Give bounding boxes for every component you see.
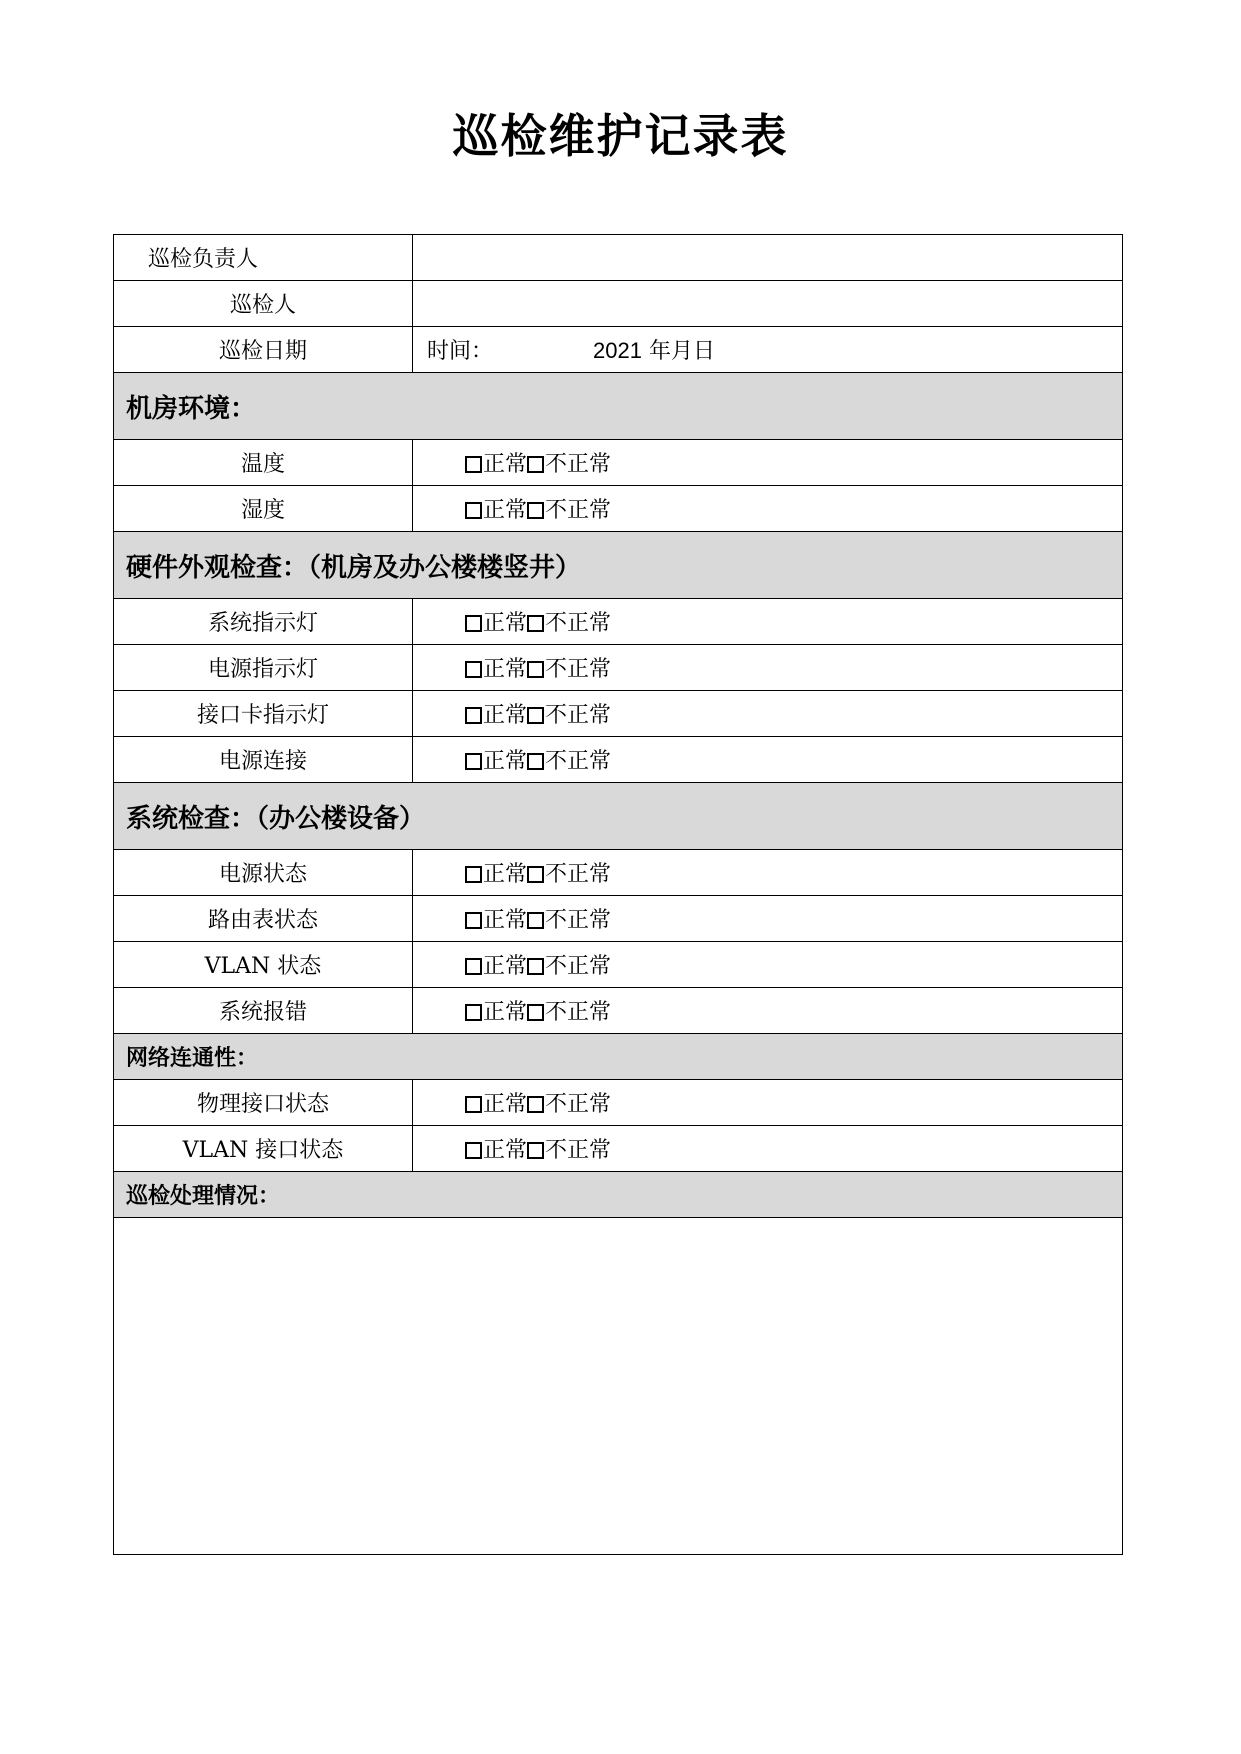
normal-checkbox[interactable]	[465, 866, 482, 883]
date-value	[593, 339, 715, 364]
check-item-label: 湿度	[114, 486, 413, 532]
handling-remarks-row	[114, 1218, 1123, 1555]
check-item-label: 路由表状态	[114, 896, 413, 942]
section-title: 巡检处理情况：	[114, 1172, 1123, 1218]
ymd-text: 年月日	[648, 339, 715, 364]
inspector-field[interactable]	[413, 281, 1123, 327]
check-item-label: VLAN 状态	[114, 942, 413, 988]
check-options	[413, 737, 1123, 783]
section-network-connectivity	[114, 1034, 1123, 1080]
abnormal-option-label: 不正常	[545, 954, 612, 979]
responsible-row	[114, 235, 1123, 281]
normal-option-label: 正常	[483, 908, 528, 933]
responsible-label: 巡检负责人	[114, 235, 413, 281]
abnormal-option-label: 不正常	[545, 908, 612, 933]
check-row	[114, 486, 1123, 532]
abnormal-option-label: 不正常	[545, 657, 612, 682]
normal-checkbox[interactable]	[465, 1096, 482, 1113]
check-item-label: 电源连接	[114, 737, 413, 783]
normal-option-label: 正常	[483, 1138, 528, 1163]
normal-option-label: 正常	[483, 657, 528, 682]
abnormal-checkbox[interactable]	[527, 912, 544, 929]
abnormal-checkbox[interactable]	[527, 661, 544, 678]
check-item-label: VLAN 接口状态	[114, 1126, 413, 1172]
abnormal-option-label: 不正常	[545, 1138, 612, 1163]
check-item-label: 电源状态	[114, 850, 413, 896]
abnormal-checkbox[interactable]	[527, 456, 544, 473]
abnormal-checkbox[interactable]	[527, 958, 544, 975]
check-options	[413, 1080, 1123, 1126]
normal-option-label: 正常	[483, 954, 528, 979]
normal-checkbox[interactable]	[465, 958, 482, 975]
check-row	[114, 1080, 1123, 1126]
page-title: 巡检维护记录表	[452, 109, 789, 163]
normal-option-label: 正常	[483, 498, 528, 523]
handling-remarks-field[interactable]	[114, 1218, 1123, 1555]
normal-option-label: 正常	[483, 749, 528, 774]
date-row	[114, 327, 1123, 373]
check-item-label: 物理接口状态	[114, 1080, 413, 1126]
normal-checkbox[interactable]	[465, 615, 482, 632]
abnormal-checkbox[interactable]	[527, 1142, 544, 1159]
section-title: 系统检查：（办公楼设备）	[114, 783, 1123, 850]
check-options	[413, 988, 1123, 1034]
normal-option-label: 正常	[483, 703, 528, 728]
normal-option-label: 正常	[483, 452, 528, 477]
abnormal-checkbox[interactable]	[527, 615, 544, 632]
check-row	[114, 988, 1123, 1034]
section-system-check	[114, 783, 1123, 850]
normal-option-label: 正常	[483, 862, 528, 887]
normal-checkbox[interactable]	[465, 502, 482, 519]
check-row	[114, 737, 1123, 783]
normal-option-label: 正常	[483, 1000, 528, 1025]
check-item-label: 接口卡指示灯	[114, 691, 413, 737]
abnormal-option-label: 不正常	[545, 749, 612, 774]
abnormal-checkbox[interactable]	[527, 502, 544, 519]
abnormal-checkbox[interactable]	[527, 1096, 544, 1113]
check-item-label: 电源指示灯	[114, 645, 413, 691]
abnormal-option-label: 不正常	[545, 452, 612, 477]
inspection-form-table	[113, 234, 1123, 1555]
abnormal-checkbox[interactable]	[527, 866, 544, 883]
check-row	[114, 440, 1123, 486]
normal-checkbox[interactable]	[465, 456, 482, 473]
abnormal-option-label: 不正常	[545, 1092, 612, 1117]
normal-checkbox[interactable]	[465, 912, 482, 929]
check-row	[114, 942, 1123, 988]
check-row	[114, 599, 1123, 645]
normal-checkbox[interactable]	[465, 753, 482, 770]
section-title: 网络连通性：	[114, 1034, 1123, 1080]
inspector-label: 巡检人	[114, 281, 413, 327]
section-title: 机房环境：	[114, 373, 1123, 440]
abnormal-option-label: 不正常	[545, 611, 612, 636]
check-item-label: 系统报错	[114, 988, 413, 1034]
check-options	[413, 942, 1123, 988]
check-row	[114, 1126, 1123, 1172]
section-room-environment	[114, 373, 1123, 440]
check-options	[413, 440, 1123, 486]
date-label: 巡检日期	[114, 327, 413, 373]
section-title: 硬件外观检查：（机房及办公楼楼竖井）	[114, 532, 1123, 599]
check-item-label: 系统指示灯	[114, 599, 413, 645]
normal-option-label: 正常	[483, 611, 528, 636]
normal-checkbox[interactable]	[465, 661, 482, 678]
date-field[interactable]	[413, 327, 1123, 373]
check-row	[114, 691, 1123, 737]
abnormal-option-label: 不正常	[545, 1000, 612, 1025]
normal-checkbox[interactable]	[465, 1004, 482, 1021]
check-options	[413, 1126, 1123, 1172]
check-item-label: 温度	[114, 440, 413, 486]
check-options	[413, 486, 1123, 532]
check-row	[114, 645, 1123, 691]
section-hardware-check	[114, 532, 1123, 599]
time-label: 时间：	[427, 339, 494, 364]
abnormal-checkbox[interactable]	[527, 753, 544, 770]
check-row	[114, 896, 1123, 942]
normal-option-label: 正常	[483, 1092, 528, 1117]
year-value: 2021	[593, 338, 642, 363]
check-options	[413, 691, 1123, 737]
abnormal-checkbox[interactable]	[527, 1004, 544, 1021]
abnormal-option-label: 不正常	[545, 498, 612, 523]
responsible-field[interactable]	[413, 235, 1123, 281]
inspector-row	[114, 281, 1123, 327]
check-options	[413, 850, 1123, 896]
check-row	[114, 850, 1123, 896]
abnormal-option-label: 不正常	[545, 862, 612, 887]
check-options	[413, 645, 1123, 691]
check-options	[413, 599, 1123, 645]
normal-checkbox[interactable]	[465, 707, 482, 724]
section-handling	[114, 1172, 1123, 1218]
abnormal-option-label: 不正常	[545, 703, 612, 728]
normal-checkbox[interactable]	[465, 1142, 482, 1159]
check-options	[413, 896, 1123, 942]
abnormal-checkbox[interactable]	[527, 707, 544, 724]
